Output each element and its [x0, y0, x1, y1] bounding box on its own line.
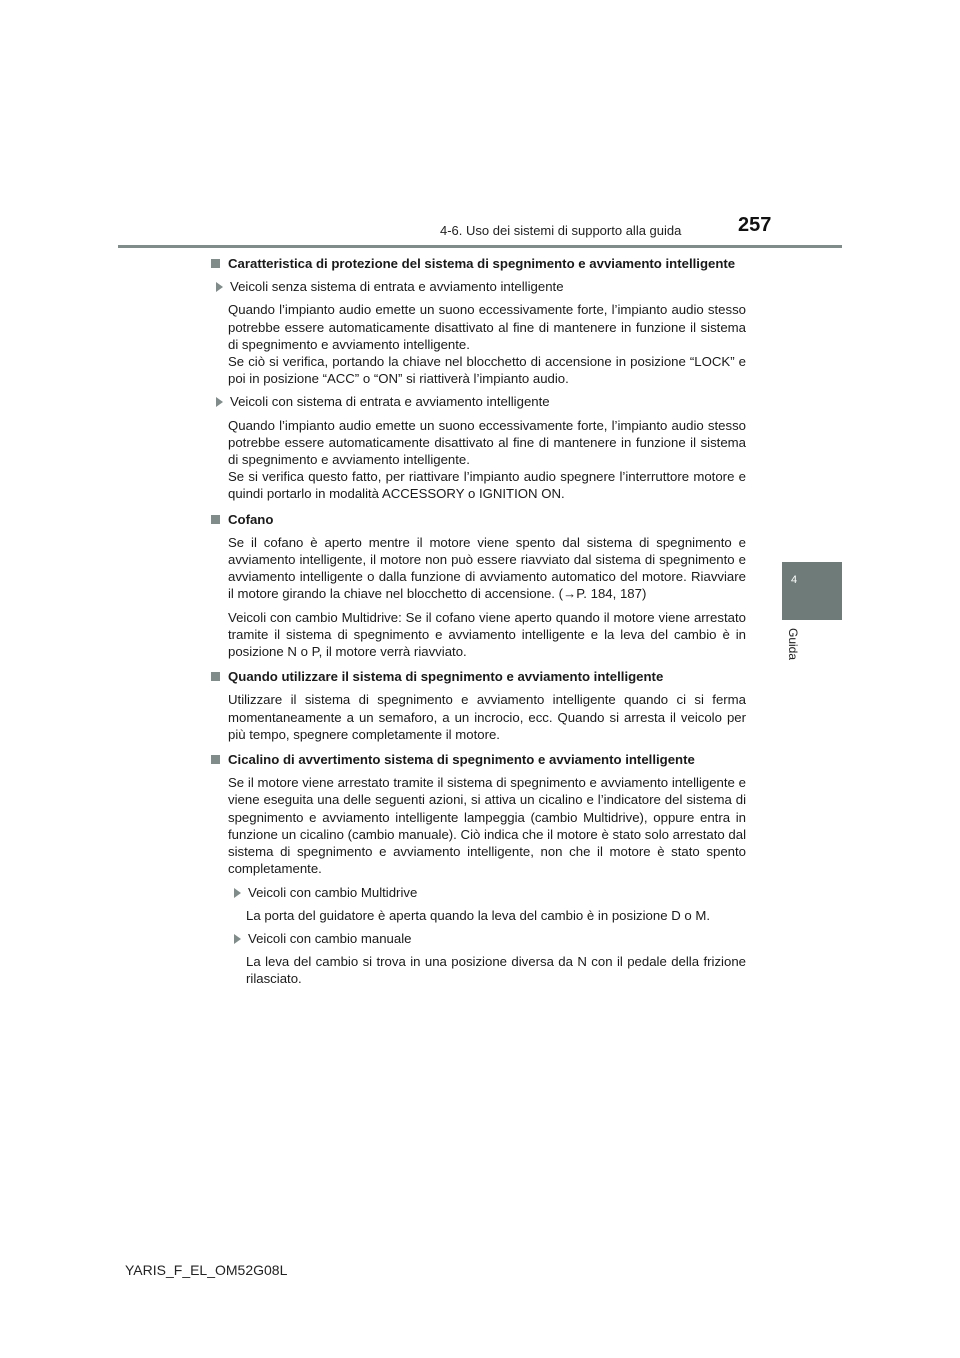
vehicle-variant: Veicoli con sistema di entrata e avviamento intelligente [210, 393, 746, 410]
chapter-tab[interactable] [782, 562, 842, 620]
paragraph: Se il motore viene arrestato tramite il sistema di spegnimento e avviamento intelligente e viene eseguita una delle seguenti azioni, si attiva un cicalino e l’indicatore del sistema di spegnimento e avviamento intelligente lampeggia (cambio Multidrive), oppure entra in funzione un cicalino (cambio manuale). Ciò indica che il motore è stato solo arrestato dal sistema di spegnimento e avviamento intelligente, non che il motore è stato spento completamente. [228, 775, 746, 877]
paragraph: La porta del guidatore è aperta quando la leva del cambio è in posizione D o M. [246, 907, 711, 923]
section-heading: Cicalino di avvertimento sistema di spegnimento e avviamento intelligente [210, 751, 746, 768]
vehicle-variant: Veicoli senza sistema di entrata e avviamento intelligente [210, 278, 746, 295]
paragraph: Se il cofano è aperto mentre il motore viene spento dal sistema di spegnimento e avviamento intelligente, il motore non può essere riavviato dal sistema di spegnimento e avviamento intelligente o dalla funzione di avviamento automatico del motore. Riavviare il motore girando la chiave nel blocchetto di accensione. (→P. 184, 187) [228, 534, 746, 602]
header-divider [118, 245, 842, 248]
vehicle-variant: Veicoli con cambio manuale [210, 930, 746, 947]
paragraph: Se si verifica questo fatto, per riattivare l’impianto audio spegnere l’interruttore motore e quindi portarlo in modalità ACCESSORY o IGNITION ON. [228, 469, 746, 502]
paragraph: Veicoli con cambio Multidrive: Se il cofano viene aperto quando il motore viene arrestato tramite il sistema di spegnimento e avviamento intelligente e la leva del cambio è in posizione N o P, il motore verrà riavviato. [228, 609, 746, 660]
paragraph: Se ciò si verifica, portando la chiave nel blocchetto di accensione in posizione “LOCK” e poi in posizione “ACC” o “ON” si riattiverà l’impianto audio. [228, 354, 746, 387]
paragraph: Quando l’impianto audio emette un suono eccessivamente forte, l’impianto audio stesso potrebbe essere automaticamente disattivato al fine di mantenere in funzione il sistema di spegnimento e avviamento intelligente. [228, 417, 746, 468]
paragraph: Utilizzare il sistema di spegnimento e avviamento intelligente quando ci si ferma momentaneamente a un semaforo, a un incrocio, ecc. Quando si arresta il veicolo per più tempo, spegnere completamente il motore. [228, 692, 746, 742]
square-bullet-icon [211, 672, 220, 681]
paragraph: La leva del cambio si trova in una posizione diversa da N con il pedale della frizione rilasciato. [246, 954, 746, 987]
square-bullet-icon [211, 755, 220, 764]
vehicle-variant: Veicoli con cambio Multidrive [210, 884, 746, 901]
section-heading: Cofano [210, 511, 746, 528]
page-number: 257 [738, 214, 772, 236]
page-content [210, 255, 746, 994]
triangle-bullet-icon [216, 397, 223, 407]
paragraph: Quando l’impianto audio emette un suono eccessivamente forte, l’impianto audio stesso potrebbe essere automaticamente disattivato al fine di mantenere in funzione il sistema di spegnimento e avviamento intelligente. [228, 302, 746, 352]
section-heading: Quando utilizzare il sistema di spegnimento e avviamento intelligente [210, 668, 746, 685]
square-bullet-icon [211, 259, 220, 268]
section-title: 4-6. Uso dei sistemi di supporto alla guida [440, 223, 682, 238]
triangle-bullet-icon [216, 282, 223, 292]
chapter-label-text: Guida [786, 628, 800, 661]
triangle-bullet-icon [234, 934, 241, 944]
section-heading: Caratteristica di protezione del sistema di spegnimento e avviamento intelligente [210, 255, 746, 272]
square-bullet-icon [211, 515, 220, 524]
chapter-number: 4 [790, 574, 798, 586]
triangle-bullet-icon [234, 888, 241, 898]
chapter-label [786, 628, 802, 688]
document-code: YARIS_F_EL_OM52G08L [125, 1262, 288, 1278]
